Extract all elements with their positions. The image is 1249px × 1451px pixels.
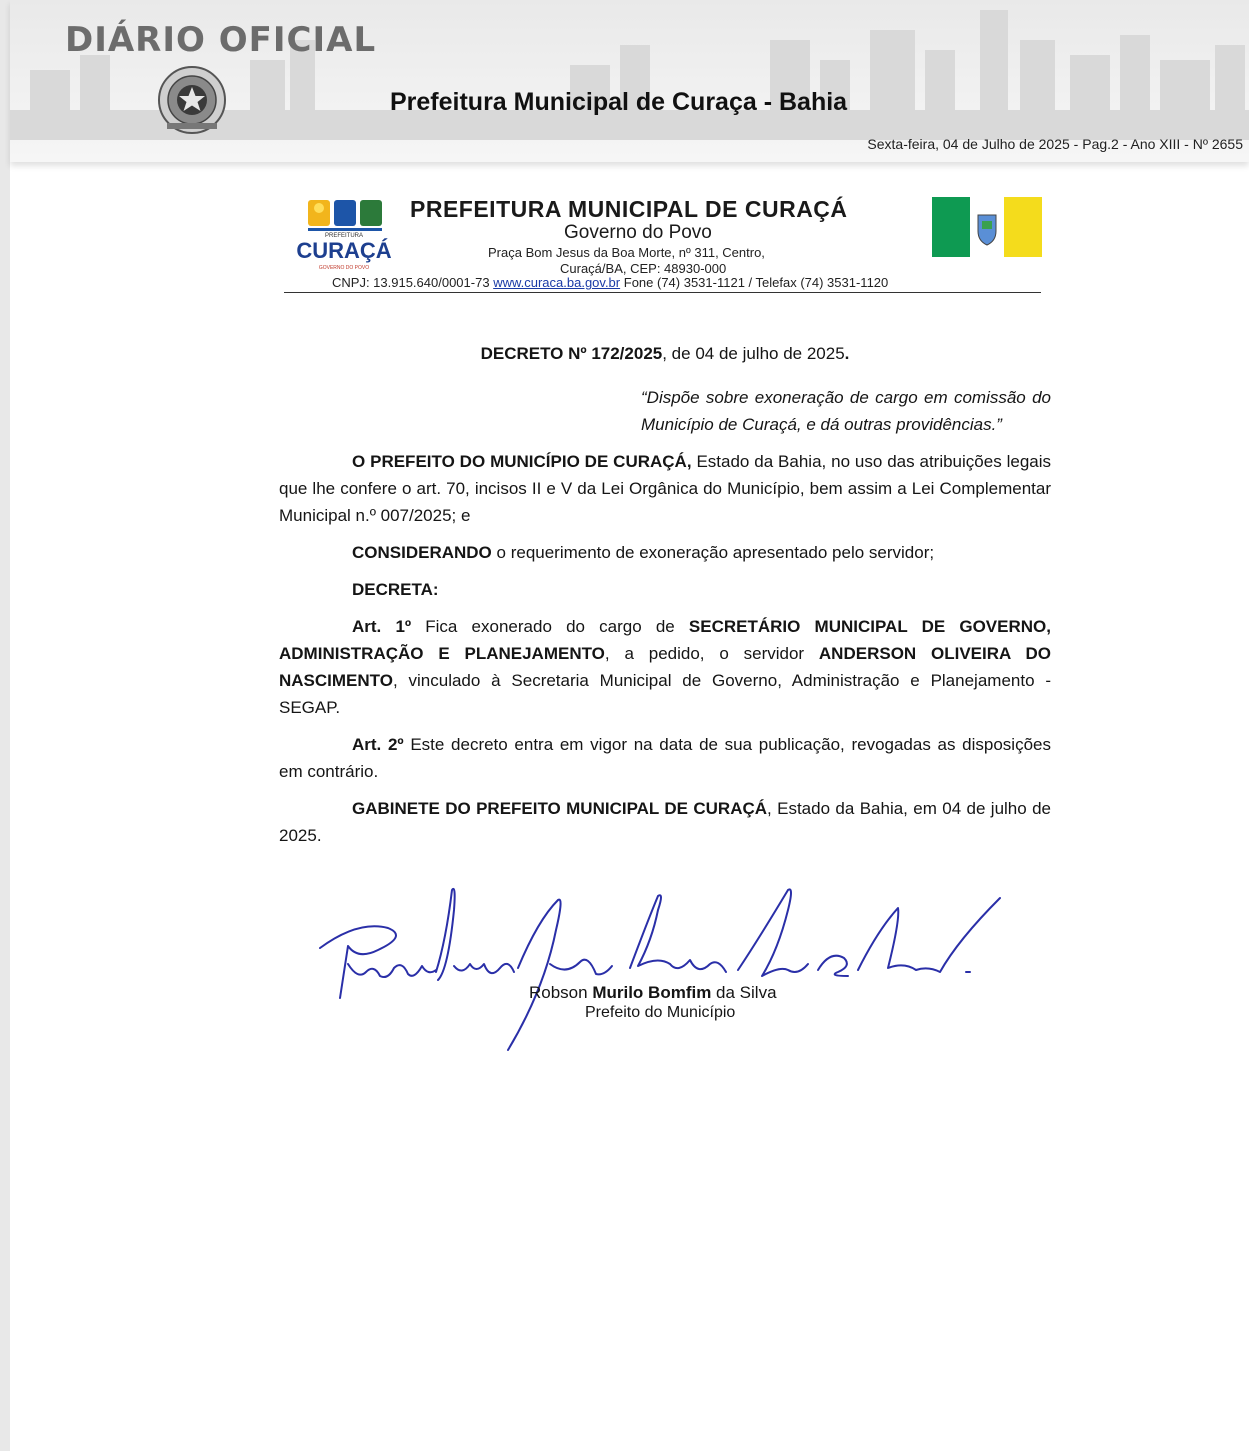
- article-2-text: Este decreto entra em vigor na data de sua publicação, revogadas as disposições em contrário.: [279, 735, 1051, 781]
- handwritten-signature: [318, 880, 1008, 1055]
- logo-small-top: PREFEITURA: [324, 233, 364, 239]
- article-1-label: Art. 1º: [352, 617, 412, 636]
- decree-date: , de 04 de julho de 2025: [662, 344, 845, 363]
- municipal-flag-icon: [932, 197, 1042, 257]
- cnpj-text: CNPJ: 13.915.640/0001-73: [332, 275, 490, 290]
- diario-oficial-banner: [10, 0, 1249, 162]
- logo-small-bottom: GOVERNO DO POVO: [318, 265, 370, 271]
- letterhead-address-line-1: Praça Bom Jesus da Boa Morte, nº 311, Centro,: [488, 245, 765, 260]
- article-1-name: ANDERSON OLIVEIRA DO NASCIMENTO: [279, 644, 1051, 690]
- letterhead-address-line-2: Curaçá/BA, CEP: 48930-000: [560, 261, 727, 276]
- edition-date-line: Sexta-feira, 04 de Julho de 2025 - Pag.2 - Ano XIII - Nº 2655: [867, 136, 1243, 152]
- page-edge: [0, 0, 10, 1451]
- decree-number: DECRETO Nº 172/2025: [480, 344, 663, 363]
- closing-bold: GABINETE DO PREFEITO MUNICIPAL DE CURAÇÁ: [352, 799, 768, 818]
- decreta-paragraph: [279, 576, 1051, 603]
- closing-paragraph: [279, 795, 1051, 849]
- decree-date-period: .: [844, 344, 850, 363]
- phones-text: Fone (74) 3531-1121 / Telefax (74) 3531-1120: [623, 275, 889, 290]
- decree-heading: [279, 340, 1051, 367]
- letterhead-subtitle: Governo do Povo: [564, 222, 712, 243]
- decree-body: [279, 340, 1051, 859]
- coat-of-arms-seal-icon: [155, 63, 229, 137]
- preamble-bold: O PREFEITO DO MUNICÍPIO DE CURAÇÁ,: [352, 452, 692, 471]
- signatory-name-last: da Silva: [711, 983, 777, 1002]
- article-1-text-a: Fica exonerado do cargo de: [411, 617, 689, 636]
- preamble-paragraph: [279, 448, 1051, 529]
- diario-oficial-title: DIÁRIO OFICIAL: [65, 20, 377, 60]
- article-1-role: SECRETÁRIO MUNICIPAL DE GOVERNO, ADMINISTRAÇÃO E PLANEJAMENTO: [279, 617, 1051, 663]
- article-2-paragraph: [279, 731, 1051, 785]
- logo-wordmark: CURAÇÁ: [296, 238, 392, 263]
- letterhead-contact-line: [332, 275, 888, 290]
- article-1-paragraph: [279, 613, 1051, 721]
- curaca-logo: [288, 194, 400, 272]
- decree-ementa: “Dispõe sobre exoneração de cargo em comissão do Município de Curaçá, e dá outras providências.”: [641, 388, 1051, 434]
- letterhead-divider: [284, 292, 1041, 293]
- decreta-label: DECRETA:: [352, 580, 439, 599]
- considering-bold: CONSIDERANDO: [352, 543, 492, 562]
- considering-text: o requerimento de exoneração apresentado pelo servidor;: [491, 543, 935, 562]
- letterhead-title: PREFEITURA MUNICIPAL DE CURAÇÁ: [410, 196, 848, 222]
- considering-paragraph: [279, 539, 1051, 566]
- municipality-title: Prefeitura Municipal de Curaça - Bahia: [390, 88, 848, 116]
- signatory-name-first: Robson: [529, 983, 593, 1002]
- article-1-text-c: , vinculado à Secretaria Municipal de Governo, Administração e Planejamento - SEGAP.: [279, 671, 1051, 717]
- website-link[interactable]: www.curaca.ba.gov.br: [493, 275, 621, 290]
- signatory-name: [529, 983, 777, 1003]
- preamble-text: Estado da Bahia, no uso das atribuições legais que lhe confere o art. 70, incisos II e V da Lei Orgânica do Município, bem assim a Lei Complementar Municipal n.º 007/2025; e: [279, 452, 1052, 525]
- signatory-name-bold: Murilo Bomfim: [592, 983, 712, 1002]
- article-1-text-b: , a pedido, o servidor: [604, 644, 819, 663]
- closing-text: , Estado da Bahia, em 04 de julho de 2025.: [279, 799, 1051, 845]
- signatory-role: Prefeito do Município: [585, 1004, 736, 1021]
- article-2-label: Art. 2º: [352, 735, 404, 754]
- municipal-letterhead: [284, 190, 1041, 296]
